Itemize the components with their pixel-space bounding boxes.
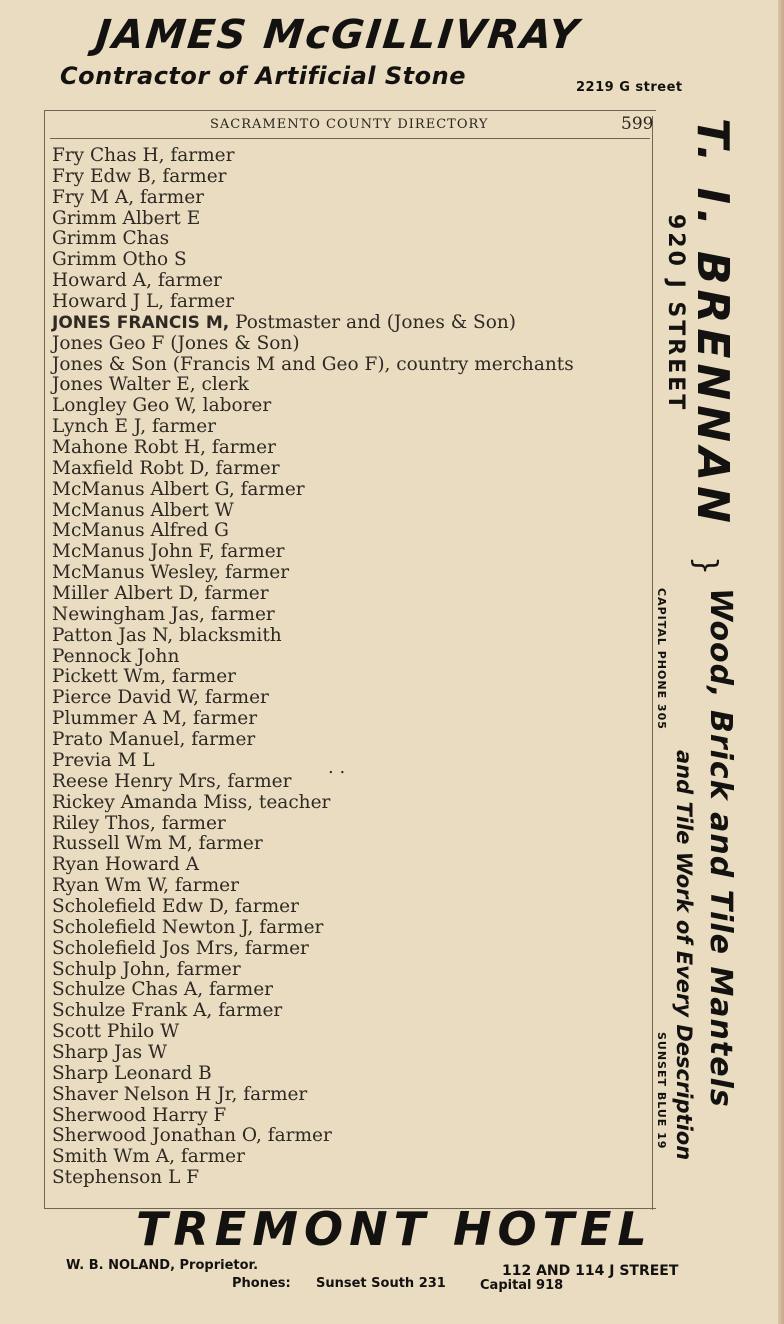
directory-entry: Pennock John bbox=[52, 645, 180, 667]
directory-entry: Schulze Chas A, farmer bbox=[52, 979, 274, 1001]
directory-entry: Scholefield Edw D, farmer bbox=[52, 895, 299, 917]
directory-entry: Sharp Leonard B bbox=[52, 1062, 212, 1084]
directory-entry: Jones Geo F (Jones & Son) bbox=[52, 332, 300, 354]
directory-entry: Mahone Robt H, farmer bbox=[52, 437, 276, 459]
directory-entry: Riley Thos, farmer bbox=[52, 812, 226, 834]
stray-dots: . . bbox=[328, 757, 346, 778]
directory-entry: Scholefield Newton J, farmer bbox=[52, 916, 324, 938]
directory-entry: Longley Geo W, laborer bbox=[52, 395, 272, 417]
directory-entry: Reese Henry Mrs, farmer bbox=[52, 770, 292, 792]
right-ad-subline: and Tile Work of Every Description bbox=[672, 750, 696, 1161]
directory-entry-bold bbox=[52, 312, 650, 333]
directory-entries bbox=[52, 145, 650, 1188]
advertiser-name: JAMES McGILLIVRAY bbox=[93, 12, 583, 58]
header-rule bbox=[50, 138, 650, 139]
directory-entry: Grimm Albert E bbox=[52, 207, 201, 229]
directory-entry: Plummer A M, farmer bbox=[52, 708, 258, 730]
directory-entry: Rickey Amanda Miss, teacher bbox=[52, 791, 331, 813]
running-head: SACRAMENTO COUNTY DIRECTORY bbox=[210, 117, 489, 132]
directory-entry: McManus Albert G, farmer bbox=[52, 478, 305, 500]
directory-entry: Previa M L bbox=[52, 749, 155, 771]
directory-entry: Howard J L, farmer bbox=[52, 291, 235, 313]
directory-entry: Stephenson L F bbox=[52, 1167, 200, 1189]
directory-entry: Sharp Jas W bbox=[52, 1041, 168, 1063]
directory-entry: Shaver Nelson H Jr, farmer bbox=[52, 1083, 308, 1105]
directory-entry: Scholefield Jos Mrs, farmer bbox=[52, 937, 309, 959]
directory-entry: Prato Manuel, farmer bbox=[52, 729, 256, 751]
directory-entry: Jones & Son (Francis M and Geo F), country merchants bbox=[52, 353, 574, 375]
page-number: 599 bbox=[621, 114, 654, 134]
directory-entry: Pierce David W, farmer bbox=[52, 687, 269, 709]
directory-entry: Lynch E J, farmer bbox=[52, 416, 217, 438]
directory-entry: McManus Wesley, farmer bbox=[52, 562, 290, 584]
directory-entry: Patton Jas N, blacksmith bbox=[52, 624, 282, 646]
entry-bold-rest: Postmaster and (Jones & Son) bbox=[229, 311, 517, 333]
right-ad-capital-phone: CAPITAL PHONE 305 bbox=[655, 588, 668, 730]
hotel-phones-label: Phones: bbox=[232, 1276, 291, 1291]
directory-entry: Ryan Wm W, farmer bbox=[52, 875, 239, 897]
directory-entry: Schulze Frank A, farmer bbox=[52, 1000, 283, 1022]
frame-left-rule bbox=[44, 110, 45, 1208]
entry-bold-name: JONES FRANCIS M, bbox=[52, 312, 230, 333]
directory-entry: Sherwood Harry F bbox=[52, 1104, 227, 1126]
directory-entry: Howard A, farmer bbox=[52, 270, 222, 292]
page-edge bbox=[778, 0, 784, 1324]
directory-entry: Smith Wm A, farmer bbox=[52, 1146, 245, 1168]
hotel-name: TREMONT HOTEL bbox=[136, 1202, 653, 1256]
directory-entry: Miller Albert D, farmer bbox=[52, 583, 269, 605]
directory-entry: Pickett Wm, farmer bbox=[52, 666, 237, 688]
hotel-capital-phone: Capital 918 bbox=[480, 1278, 564, 1293]
hotel-sunset-phone: Sunset South 231 bbox=[316, 1276, 446, 1291]
directory-entry: Schulp John, farmer bbox=[52, 958, 241, 980]
directory-entry: Fry Edw B, farmer bbox=[52, 165, 227, 187]
advertiser-tagline: Contractor of Artificial Stone bbox=[60, 62, 466, 90]
directory-entry: Maxfield Robt D, farmer bbox=[52, 457, 280, 479]
right-ad-brace: } bbox=[688, 555, 724, 576]
right-ad-headline: Wood, Brick and Tile Mantels bbox=[703, 588, 738, 1108]
frame-top-rule bbox=[44, 110, 656, 111]
directory-entry: McManus Alfred G bbox=[52, 520, 229, 542]
top-advertisement bbox=[0, 0, 784, 108]
right-ad-street: 920 J STREET bbox=[663, 214, 688, 413]
directory-entry: Scott Philo W bbox=[52, 1021, 180, 1043]
hotel-proprietor: W. B. NOLAND, Proprietor. bbox=[66, 1258, 259, 1273]
directory-entry: Newingham Jas, farmer bbox=[52, 603, 275, 625]
directory-entry: Ryan Howard A bbox=[52, 854, 199, 876]
directory-entry: Grimm Chas bbox=[52, 228, 170, 250]
directory-entry: Sherwood Jonathan O, farmer bbox=[52, 1125, 332, 1147]
directory-entry: McManus Albert W bbox=[52, 499, 234, 521]
hotel-address: 112 AND 114 J STREET bbox=[502, 1263, 679, 1279]
directory-entry: McManus John F, farmer bbox=[52, 541, 285, 563]
right-ad-sunset-phone: SUNSET BLUE 19 bbox=[655, 1032, 668, 1150]
frame-right-rule bbox=[652, 116, 653, 1210]
advertiser-address: 2219 G street bbox=[576, 80, 683, 95]
right-ad-name: T. I. BRENNAN bbox=[687, 118, 738, 528]
directory-entry: Fry M A, farmer bbox=[52, 186, 205, 208]
directory-entry: Grimm Otho S bbox=[52, 249, 187, 271]
directory-entry: Fry Chas H, farmer bbox=[52, 145, 235, 166]
directory-entry: Russell Wm M, farmer bbox=[52, 833, 263, 855]
directory-entry: Jones Walter E, clerk bbox=[52, 374, 249, 396]
